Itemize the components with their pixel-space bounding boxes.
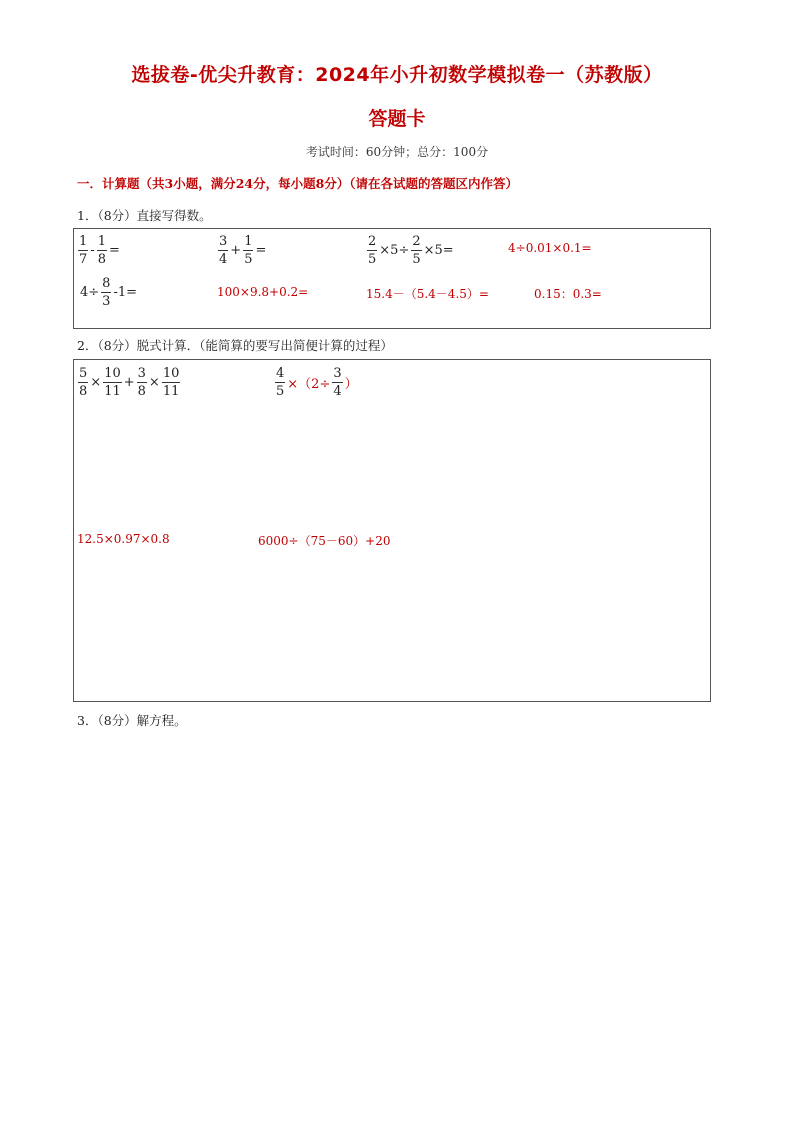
section-1-heading: 一．计算题（共3小题，满分24分，每小题8分）（请在各试题的答题区内作答） — [77, 176, 519, 191]
fraction: $\frac{5}{8}$ — [79, 366, 88, 399]
page-subtitle: 答题卡 — [368, 108, 426, 130]
fraction: $\frac{3}{4}$ — [333, 366, 342, 399]
fraction: $\frac{1}{5}$ — [244, 234, 253, 267]
exam-meta: 考试时间：60分钟；总分：100分 — [305, 145, 489, 159]
fraction: $\frac{10}{11}$ — [162, 366, 180, 399]
q1-item-e: 4÷ $\frac{8}{3}$ -1= — [80, 276, 138, 309]
q2-item-a: $\frac{5}{8}$ × $\frac{10}{11}$ + $\frac{3}{8}$ × $\frac{10}{11}$ — [79, 366, 180, 399]
q1-item-g: 15.4－（5.4－4.5）= — [366, 287, 489, 301]
q1-item-b: $\frac{3}{4}$ + $\frac{1}{5}$ = — [219, 234, 267, 267]
q2-answer-box[interactable] — [73, 359, 711, 702]
fraction: $\frac{4}{5}$ — [276, 366, 285, 399]
q1-item-f: 100×9.8+0.2= — [217, 285, 309, 299]
fraction: $\frac{2}{5}$ — [368, 234, 377, 267]
fraction: $\frac{8}{3}$ — [102, 276, 111, 309]
q2-title: 2．（8分）脱式计算．（能简算的要写出简便计算的过程） — [77, 338, 393, 353]
page-title: 选拔卷-优尖升教育：2024年小升初数学模拟卷一（苏教版） — [131, 64, 663, 86]
q1-answer-box[interactable] — [73, 228, 711, 329]
fraction: $\frac{1}{7}$ — [79, 234, 88, 267]
q2-item-d: 6000÷（75－60）+20 — [258, 534, 391, 548]
fraction: $\frac{3}{8}$ — [137, 366, 146, 399]
fraction: $\frac{3}{4}$ — [219, 234, 228, 267]
fraction: $\frac{1}{8}$ — [97, 234, 106, 267]
q1-title: 1．（8分）直接写得数。 — [77, 208, 212, 223]
q1-item-h: 0.15：0.3= — [534, 287, 602, 301]
q3-title: 3．（8分）解方程。 — [77, 713, 187, 728]
q2-item-b: $\frac{4}{5}$ ×（2÷ $\frac{3}{4}$ ） — [276, 366, 358, 399]
q2-item-c: 12.5×0.97×0.8 — [77, 532, 170, 546]
fraction: $\frac{10}{11}$ — [104, 366, 121, 399]
q1-item-d: 4÷0.01×0.1= — [508, 241, 592, 255]
fraction: $\frac{2}{5}$ — [412, 234, 421, 267]
q1-item-c: $\frac{2}{5}$ ×5÷ $\frac{2}{5}$ ×5= — [368, 234, 454, 267]
q1-item-a: $\frac{1}{7}$ - $\frac{1}{8}$ = — [79, 234, 120, 267]
